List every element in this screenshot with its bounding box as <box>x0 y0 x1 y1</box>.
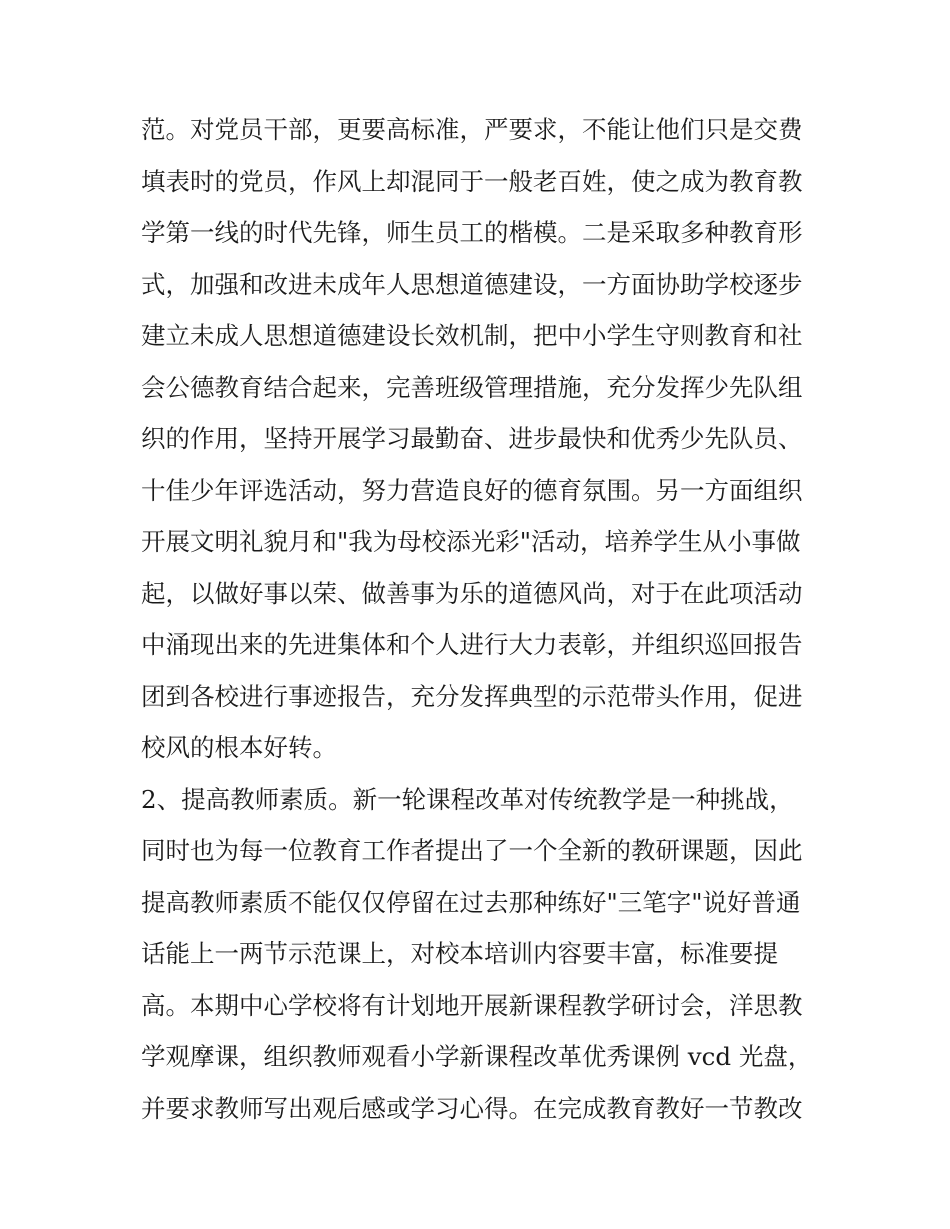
text-line: 话能上一两节示范课上，对校本培训内容要丰富，标准要提 <box>141 939 778 968</box>
text-line: 2、提高教师素质。新一轮课程改革对传统教学是一种挑战， <box>141 784 794 814</box>
text-line: 中涌现出来的先进集体和个人进行大力表彰，并组织巡回报告 <box>141 630 803 659</box>
text-line: 十佳少年评选活动，努力营造良好的德育氛围。另一方面组织 <box>141 475 803 505</box>
text-line: 同时也为每一位教育工作者提出了一个全新的教研课题，因此 <box>141 836 803 865</box>
text-line: 学第一线的时代先锋，师生员工的楷模。二是采取多种教育形 <box>141 218 803 247</box>
text-line: 学观摩课，组织教师观看小学新课程改革优秀课例 vcd 光盘， <box>141 1042 813 1071</box>
text-line: 式，加强和改进未成年人思想道德建设，一方面协助学校逐步 <box>141 269 803 299</box>
text-line: 校风的根本好转。 <box>141 733 337 762</box>
text-line: 高。本期中心学校将有计划地开展新课程教学研讨会，洋思教 <box>141 990 803 1020</box>
text-line: 并要求教师写出观后感或学习心得。在完成教育教好一节教改 <box>141 1093 803 1123</box>
text-line: 会公德教育结合起来，完善班级管理措施，充分发挥少先队组 <box>141 372 803 402</box>
text-line: 开展文明礼貌月和"我为母校添光彩"活动，培养学生从小事做 <box>141 527 801 556</box>
text-line: 范。对党员干部，更要高标准，严要求，不能让他们只是交费 <box>141 115 803 144</box>
text-line: 建立未成人思想道德建设长效机制，把中小学生守则教育和社 <box>141 321 803 350</box>
text-line: 织的作用，坚持开展学习最勤奋、进步最快和优秀少先队员、 <box>141 424 803 453</box>
text-line: 提高教师素质不能仅仅停留在过去那种练好"三笔字"说好普通 <box>141 887 801 917</box>
text-line: 团到各校进行事迹报告，充分发挥典型的示范带头作用，促进 <box>141 681 803 711</box>
text-line: 填表时的党员，作风上却混同于一般老百姓，使之成为教育教 <box>141 166 803 196</box>
text-line: 起，以做好事以荣、做善事为乐的道德风尚，对于在此项活动 <box>141 578 803 608</box>
body-text <box>141 104 821 1134</box>
